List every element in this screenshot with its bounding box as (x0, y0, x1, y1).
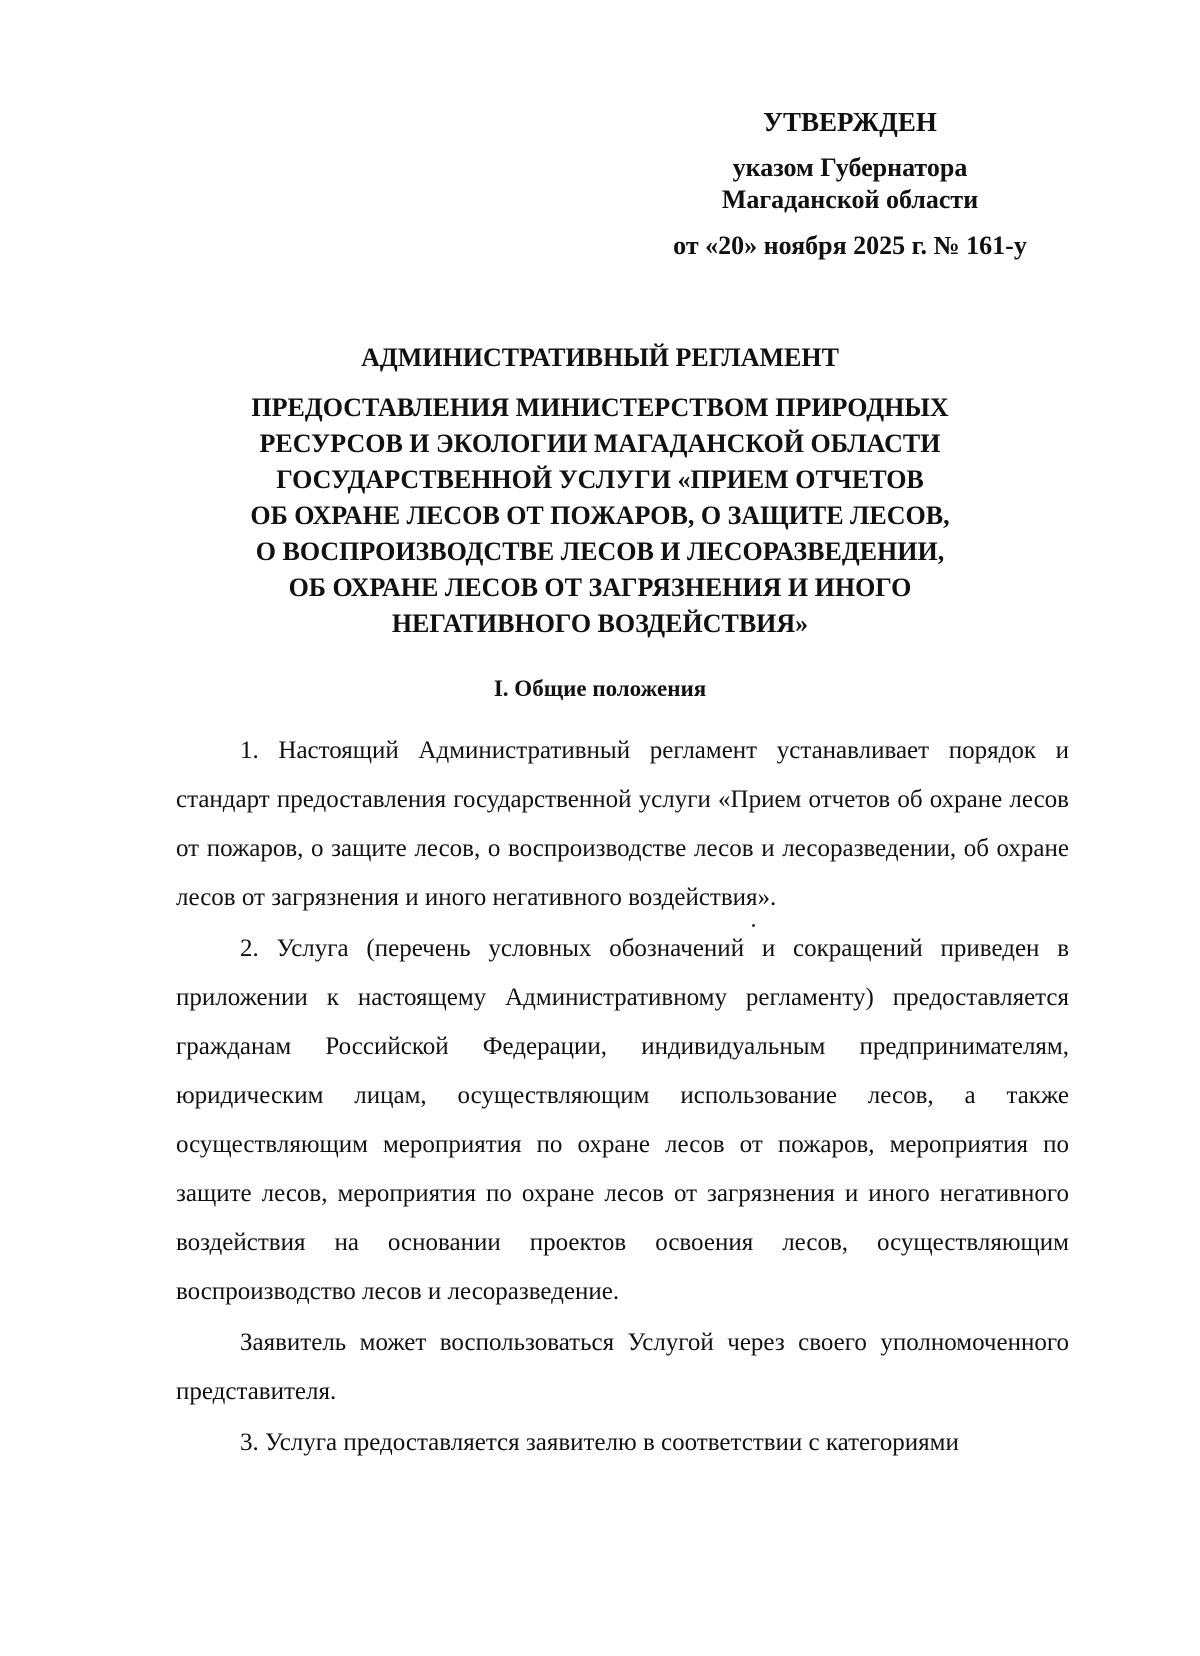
approval-title: УТВЕРЖДЕН (763, 107, 937, 137)
document-subheading-line: ПРЕДОСТАВЛЕНИЯ МИНИСТЕРСТВОМ ПРИРОДНЫХ (251, 393, 949, 422)
document-heading: АДМИНИСТРАТИВНЫЙ РЕГЛАМЕНТ (361, 343, 839, 372)
document-subheading-line: НЕГАТИВНОГО ВОЗДЕЙСТВИЯ» (391, 609, 809, 638)
approval-issuer-line: указом Губернатора (732, 153, 968, 182)
approval-region-line: Магаданской области (721, 185, 979, 214)
section-title: I. Общие положения (493, 676, 707, 701)
document-subheading-line: ОБ ОХРАНЕ ЛЕСОВ ОТ ЗАГРЯЗНЕНИЯ И ИНОГО (288, 573, 912, 602)
paragraph-2: 2. Услуга (перечень условных обозначений и сокращений приведен в приложении к настоящему Административному регламенту) предоставляется гражданам Российской Федерации, индивидуальным предпринимателям, юридическим лицам, осуществляющим использование лесов, а также осуществляющим мероприятия по охране лесов от пожаров, мероприятия по защите лесов, мероприятия по охране лесов от загрязнения и иного негативного воздействия на основании проектов освоения лесов, осуществляющим воспроизводство лесов и лесоразведение. (176, 935, 1069, 1305)
document-subheading-line: ГОСУДАРСТВЕННОЙ УСЛУГИ «ПРИЕМ ОТЧЕТОВ (276, 465, 924, 494)
approval-stamp-block (640, 106, 1060, 262)
document-body (176, 726, 1069, 1469)
document-subheading-line: РЕСУРСОВ И ЭКОЛОГИИ МАГАДАНСКОЙ ОБЛАСТИ (259, 429, 941, 458)
paragraph-representative: Заявитель может воспользоваться Услугой через своего уполномоченного представителя. (176, 1329, 1069, 1405)
document-title-block (150, 340, 1050, 642)
scan-speck (752, 924, 755, 927)
document-subheading-line: ОБ ОХРАНЕ ЛЕСОВ ОТ ПОЖАРОВ, О ЗАЩИТЕ ЛЕСОВ, (250, 501, 950, 530)
paragraph-3: 3. Услуга предоставляется заявителю в соответствии с категориями (240, 1429, 959, 1456)
approval-date-line: от «20» ноября 2025 г. № 161-у (673, 231, 1027, 260)
paragraph-1: 1. Настоящий Административный регламент устанавливает порядок и стандарт предоставления государственной услуги «Прием отчетов об охране лесов от пожаров, о защите лесов, о воспроизводстве лесов и лесоразведении, об охране лесов от загрязнения и иного негативного воздействия». (176, 737, 1069, 911)
document-subheading-line: О ВОСПРОИЗВОДСТВЕ ЛЕСОВ И ЛЕСОРАЗВЕДЕНИИ, (255, 537, 945, 566)
